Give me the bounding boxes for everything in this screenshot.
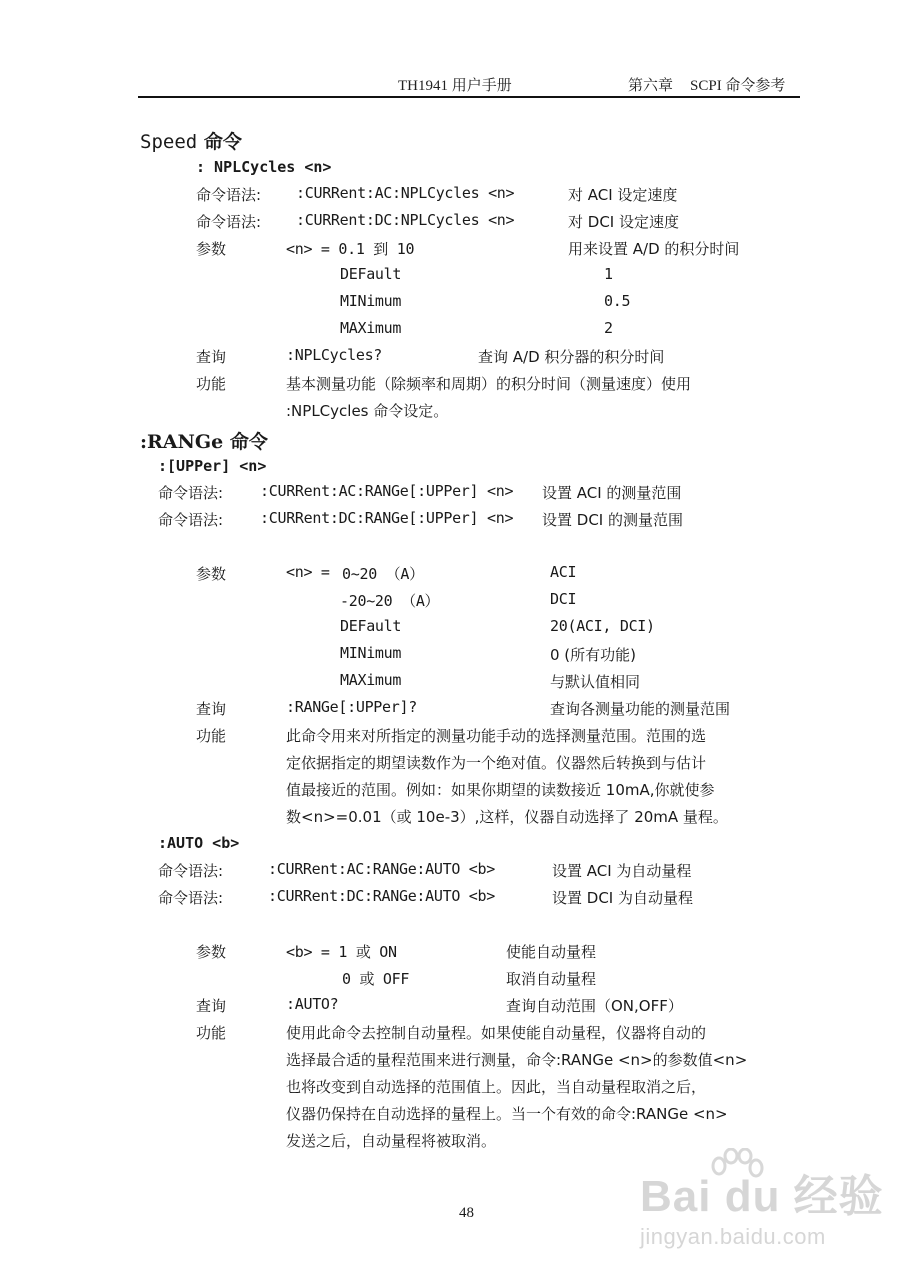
header-chapter: 第六章 <box>628 78 674 94</box>
param-description: 用来设置 A/D 的积分时间 <box>568 240 740 258</box>
param-name: 0~20 （A） <box>342 565 424 583</box>
syntax-command: :CURRent:DC:RANGe[:UPPer] <n> <box>260 509 514 527</box>
syntax-description: 对 ACI 设定速度 <box>568 186 678 204</box>
syntax-label: 命令语法: <box>158 484 224 502</box>
header-rule <box>138 96 800 98</box>
syntax-description: 设置 DCI 的测量范围 <box>542 511 683 529</box>
param-value: 与默认值相同 <box>550 673 641 691</box>
param-value: DCI <box>550 590 577 608</box>
syntax-description: 设置 DCI 为自动量程 <box>552 889 693 907</box>
header-manual-title: TH1941 用户手册 <box>398 78 512 94</box>
param-name: DEFault <box>340 617 402 635</box>
function-label: 功能 <box>196 375 227 393</box>
query-label: 查询 <box>196 700 227 718</box>
subcommand-upper: :[UPPer] <n> <box>158 457 267 475</box>
header-section: SCPI 命令参考 <box>690 78 786 94</box>
function-text-line: 值最接近的范围。例如：如果你期望的读数接近 10mA,你就使参 <box>286 781 715 799</box>
baidu-watermark <box>640 1160 884 1250</box>
syntax-label: 命令语法: <box>158 889 224 907</box>
function-text-line: 发送之后，自动量程将被取消。 <box>286 1132 497 1150</box>
subcommand-auto: :AUTO <b> <box>158 834 240 852</box>
param-name: MINimum <box>340 292 402 310</box>
param-prefix: <n> = <box>286 563 330 581</box>
function-text-line: 使用此命令去控制自动量程。如果使能自动量程，仪器将自动的 <box>286 1024 707 1042</box>
param-name: MAXimum <box>340 671 402 689</box>
syntax-description: 设置 ACI 为自动量程 <box>552 862 692 880</box>
function-text-line: 数<n>=0.01（或 10e-3）,这样，仪器自动选择了 20mA 量程。 <box>286 808 728 826</box>
function-text-line: :NPLCycles 命令设定。 <box>286 402 449 420</box>
watermark-url: jingyan.baidu.com <box>640 1224 826 1249</box>
function-text-line: 基本测量功能（除频率和周期）的积分时间（测量速度）使用 <box>286 375 692 393</box>
syntax-description: 对 DCI 设定速度 <box>568 213 679 231</box>
section-title-speed: Speed 命令 <box>140 131 242 153</box>
param-value: 0.5 <box>604 292 631 310</box>
query-command: :AUTO? <box>286 995 339 1013</box>
query-label: 查询 <box>196 348 227 366</box>
param-label: 参数 <box>196 565 227 583</box>
query-label: 查询 <box>196 997 227 1015</box>
watermark-brand: Bai du 经验 <box>640 1172 884 1221</box>
param-value: 0 (所有功能) <box>550 646 637 664</box>
syntax-command: :CURRent:AC:RANGe:AUTO <b> <box>268 860 496 878</box>
section-title-range: :RANGe 命令 <box>140 431 268 453</box>
param-expression: <n> = 0.1 到 10 <box>286 240 415 258</box>
function-text-line: 仪器仍保持在自动选择的量程上。当一个有效的命令:RANGe <n> <box>286 1105 728 1123</box>
syntax-label: 命令语法: <box>196 213 262 231</box>
page-number: 48 <box>459 1205 474 1221</box>
query-command: :RANGe[:UPPer]? <box>286 698 417 716</box>
param-label: 参数 <box>196 943 227 961</box>
syntax-label: 命令语法: <box>158 511 224 529</box>
param-name: MINimum <box>340 644 402 662</box>
param-value: 取消自动量程 <box>506 970 597 988</box>
syntax-description: 设置 ACI 的测量范围 <box>542 484 682 502</box>
param-value: 1 <box>604 265 613 283</box>
query-command: :NPLCycles? <box>286 346 383 364</box>
param-name: DEFault <box>340 265 402 283</box>
param-name: MAXimum <box>340 319 402 337</box>
function-text-line: 定依据指定的期望读数作为一个绝对值。仪器然后转换到与估计 <box>286 754 707 772</box>
subcommand-nplcycles: : NPLCycles <n> <box>196 158 332 176</box>
param-value: ACI <box>550 563 577 581</box>
function-text-line: 此命令用来对所指定的测量功能手动的选择测量范围。范围的选 <box>286 727 707 745</box>
function-text-line: 也将改变到自动选择的范围值上。因此，当自动量程取消之后， <box>286 1078 707 1096</box>
syntax-label: 命令语法: <box>158 862 224 880</box>
param-name: -20~20 （A） <box>340 592 440 610</box>
syntax-command: :CURRent:AC:NPLCycles <n> <box>296 184 515 202</box>
syntax-label: 命令语法: <box>196 186 262 204</box>
function-text-line: 选择最合适的量程范围来进行测量，命令:RANGe <n>的参数值<n> <box>286 1051 748 1069</box>
param-value: 2 <box>604 319 613 337</box>
param-value: 20(ACI, DCI) <box>550 617 655 635</box>
query-description: 查询自动范围（ON,OFF） <box>506 997 683 1015</box>
syntax-command: :CURRent:DC:NPLCycles <n> <box>296 211 515 229</box>
param-value: 使能自动量程 <box>506 943 597 961</box>
param-label: 参数 <box>196 240 227 258</box>
syntax-command: :CURRent:AC:RANGe[:UPPer] <n> <box>260 482 514 500</box>
query-description: 查询各测量功能的测量范围 <box>550 700 731 718</box>
param-name: 0 或 OFF <box>342 970 410 988</box>
syntax-command: :CURRent:DC:RANGe:AUTO <b> <box>268 887 496 905</box>
param-name: <b> = 1 或 ON <box>286 943 397 961</box>
function-label: 功能 <box>196 727 227 745</box>
query-description: 查询 A/D 积分器的积分时间 <box>478 348 665 366</box>
function-label: 功能 <box>196 1024 227 1042</box>
